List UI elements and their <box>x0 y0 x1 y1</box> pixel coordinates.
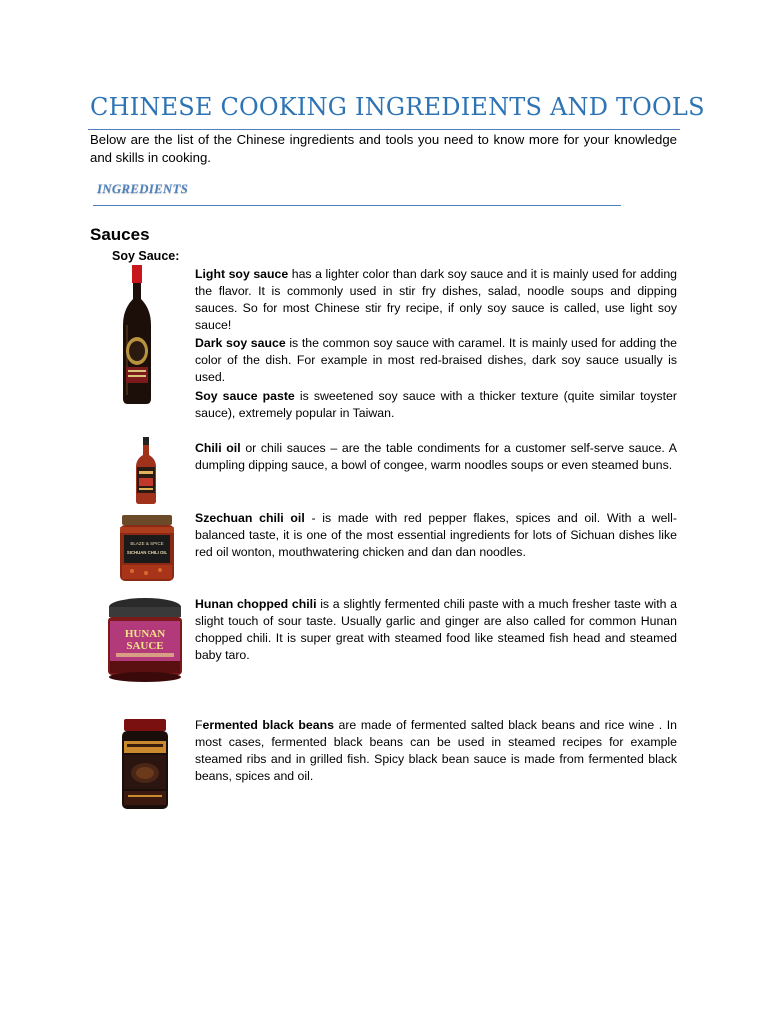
description: is the common soy sauce with caramel. It is mainly used for adding the color of the dish. For example in most red-braised dishes, dark soy sauce usually is used. <box>195 336 678 384</box>
intro-paragraph: Below are the list of the Chinese ingredients and tools you need to know more for your knowledge and skills in cooking. <box>90 132 677 165</box>
chili-oil-bottle-image <box>134 437 158 505</box>
term: ermented black beans <box>202 718 334 732</box>
description: is sweetened soy sauce with a thicker texture (quite similar toyster sauce), extremely popular in Taiwan. <box>195 389 677 420</box>
description: are made of fermented salted black beans and rice wine . In most cases, fermented black beans can be used in steamed recipes for example steamed ribs and in grilled fish. Spicy black bean sauce is made from fermented black beans, spices and oil. <box>195 718 677 783</box>
section-divider <box>93 205 621 206</box>
description: - is made with red pepper flakes, spices and oil. With a well- balanced taste, it is one of the most essential ingredients for lots of Sichuan dishes like red oil wonton, mouthwatering chicken and dan dan noodles. <box>195 511 677 559</box>
term: Chili oil <box>195 441 241 455</box>
soy-sauce-subheading: Soy Sauce: <box>112 249 180 263</box>
term: Soy sauce paste <box>195 389 295 403</box>
szechuan-chili-oil-jar-image <box>118 513 176 583</box>
black-bean-sauce-jar-image <box>119 719 171 811</box>
light-soy-sauce-paragraph <box>195 266 677 334</box>
jar-label-brand: BLAZE & SPICE <box>130 541 164 546</box>
soy-sauce-bottle-image <box>120 265 154 405</box>
subsection-heading: Sauces <box>90 225 150 244</box>
hunan-chopped-chili-paragraph <box>195 596 677 664</box>
description: is a slightly fermented chili paste with a much fresher taste with a slight touch of sour taste. Usually garlic and ginger are also called for common Hunan chopped chili. It is super great with steamed food like steamed fish head and steamed baby taro. <box>195 597 677 662</box>
hunan-sauce-jar-image <box>106 597 184 683</box>
fermented-black-beans-paragraph <box>195 717 677 785</box>
jar-label-product: SICHUAN CHILI OIL <box>126 550 168 555</box>
title-divider <box>88 129 680 130</box>
term: Szechuan chili oil <box>195 511 305 525</box>
term: Hunan chopped chili <box>195 597 317 611</box>
jar-label-line2: SAUCE <box>126 640 164 652</box>
term-prefix: F <box>195 718 203 732</box>
description: or chili sauces – are the table condiments for a customer self-serve sauce. A dumpling dipping sauce, a bowl of congee, warm noodles soups or even steamed buns. <box>195 441 678 472</box>
section-heading: INGREDIENTS <box>97 181 189 196</box>
dark-soy-sauce-paragraph <box>195 335 677 386</box>
szechuan-chili-oil-paragraph <box>195 510 677 561</box>
page-title: CHINESE COOKING INGREDIENTS AND TOOLS <box>90 93 705 121</box>
soy-sauce-paste-paragraph <box>195 388 677 422</box>
jar-label-line1: HUNAN <box>124 628 166 640</box>
term: Dark soy sauce <box>195 336 286 350</box>
description: has a lighter color than dark soy sauce and it is mainly used for adding the flavor. It is commonly used in stir fry dishes, salad, noodle soups and dipping sauces. So for most Chinese stir fry recipe, if only soy sauce is called, use light soy sauce! <box>195 267 678 332</box>
chili-oil-paragraph <box>195 440 677 474</box>
term: Light soy sauce <box>195 267 289 281</box>
